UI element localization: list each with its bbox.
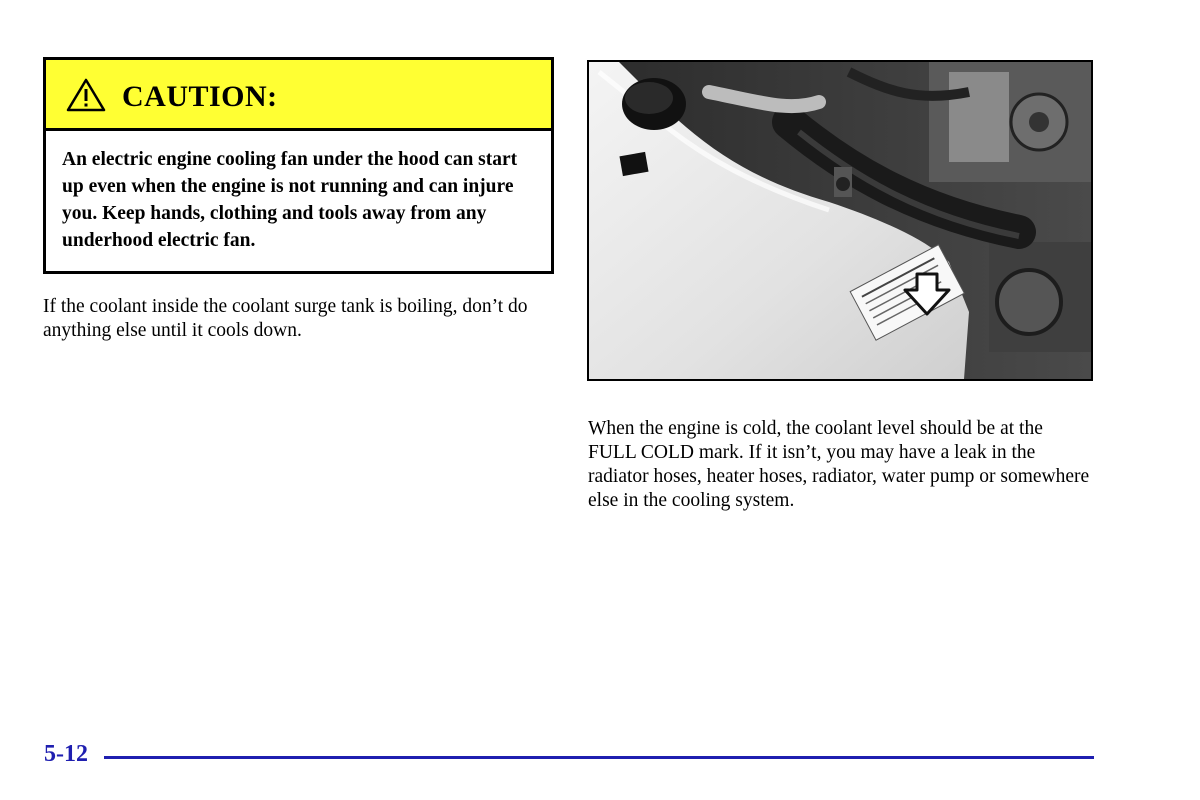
coolant-level-paragraph: When the engine is cold, the coolant level should be at the FULL COLD mark. If it isn’t, you may have a leak in the radiator hoses, heater hoses, radiator, water pump or somewhere else in the cooling system. <box>588 418 1090 511</box>
page-number: 5-12 <box>44 741 88 767</box>
warning-triangle-icon <box>66 78 106 112</box>
footer-rule <box>104 756 1094 759</box>
caution-text: An electric engine cooling fan under the hood can start up even when the engine is not running and can injure you. Keep hands, clothing and tools away from any underhood electric fan. <box>62 149 518 251</box>
caution-header <box>46 60 551 131</box>
caution-title: CAUTION: <box>122 80 278 113</box>
caution-box <box>43 57 554 274</box>
coolant-tank-photo <box>587 60 1093 381</box>
boiling-coolant-paragraph: If the coolant inside the coolant surge tank is boiling, don’t do anything else until it cools down. <box>43 296 528 341</box>
